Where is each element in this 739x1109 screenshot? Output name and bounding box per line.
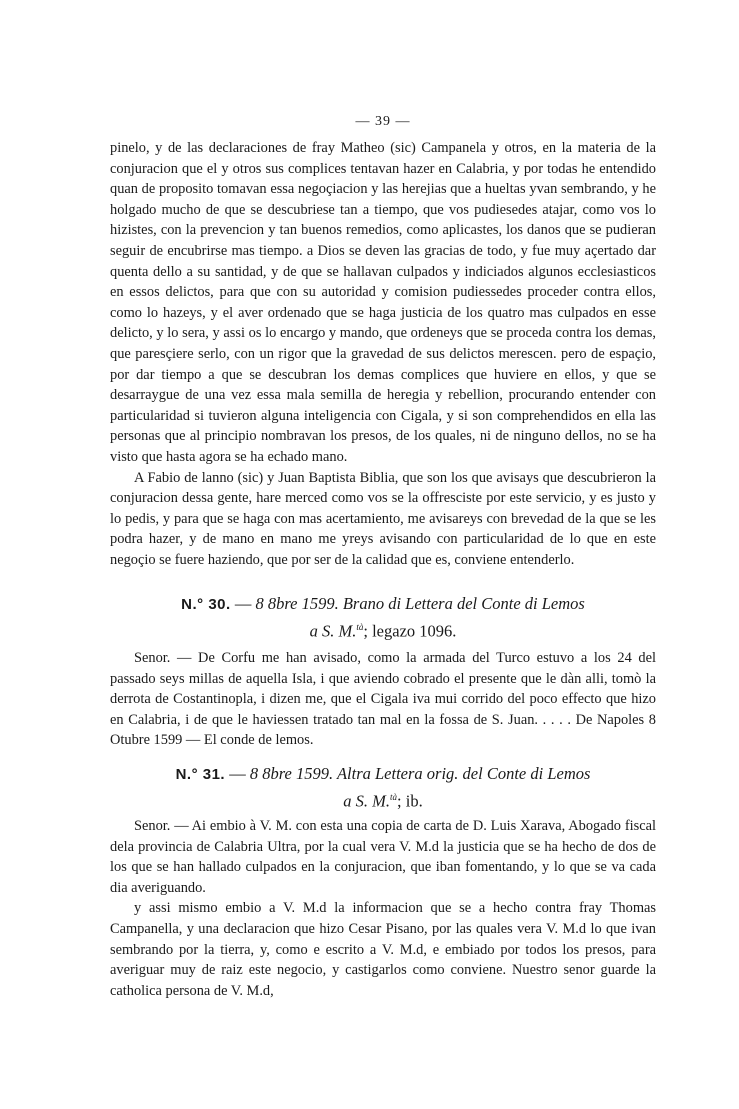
page-number: — 39 — (355, 114, 411, 129)
document-heading-31 (110, 763, 656, 813)
heading-recipient: a S. M. (309, 621, 357, 641)
document-heading-30 (110, 593, 656, 643)
paragraph: pinelo, y de las declaraciones de fray Matheo (sic) Campanela y otros, en la materia de la conjuracion que el y otros sus complices tentavan hazer en Calabria, y por todas he entendido quan de proposito tomavan essa negoçiacion y las herejias que a hueltas yvan sembrando, y he holgado mucho de que se descubriese tan a tiempo, que vos pudiesedes atajar, como vos lo hizistes, con la prevencion y tan buenos remedios, como aplicastes, los danos que se pudieran seguir de encubrirse mas tiempo. a Dios se deven las gracias de todo, y fue muy açertado dar quenta dello a su santidad, y de que se hallavan culpados y indiciados algunos ecclesiasticos en essos delictos, para que con su autoridad y comision pudiessedes proceder contra ellos, como lo hazeys, y el aver ordenado que se haga justicia de los quatro mas culpados en esse delicto, y lo sera, y assi os lo encargo y mando, que ordeneys que se proceda contra los demas, que paresçiere serlo, con un rigor que la gravedad de sus delictos merescen. pero de espaçio, por dar tiempo a que se descubran los demas complices que huviere en ellos, y que se desarraygue de una vez essa mala semilla de heregia y rebellion, procurando entender con particularidad si tuvieron alguna inteligencia con Cigala, y si son comprehendidos en ella las personas que al principio nombravan los presos, de los quales, ni de ninguno dellos, no se ha visto que hasta agora se ha echado mano. (110, 140, 656, 465)
heading-dash: — (230, 594, 256, 613)
heading-recipient: a S. M. (343, 791, 391, 811)
document-date: 8 8bre 1599. (255, 594, 339, 613)
heading-line-2 (110, 786, 656, 813)
document-date: 8 8bre 1599. (249, 764, 334, 783)
letter-body-continued (110, 138, 656, 570)
document-title: Brano di Lettera del Conte di Lemos (338, 594, 585, 613)
heading-source: ; ib. (397, 791, 423, 811)
letter-body-30 (110, 648, 656, 751)
heading-line-1 (110, 593, 656, 616)
document-title: Altra Lettera orig. del Conte di Lemos (333, 764, 591, 783)
document-number: N.° 31. (175, 766, 226, 783)
paragraph: A Fabio de lanno (sic) y Juan Baptista Biblia, que son los que avisays que descubrieron la conjuracion dessa gente, hare merced como vos se la offresciste por este servicio, y es justo y lo pedis, y para que se haga con mas acertamiento, me avisareys con brevedad de la que se les podra hazer, y de mano en mano me yreys avisando con particularidad de lo que en este negoçio se fuere haziendo, que por ser de la calidad que es, conviene entenderlo. (110, 469, 656, 568)
heading-source: ; legazo 1096. (363, 621, 457, 641)
paragraph: y assi mismo embio a V. M.d la informacion que se a hecho contra fray Thomas Campanella, y una declaracion que hizo Cesar Pisano, por las quales vera V. M.d lo que ivan sembrando por la tierra, y, como e escrito a V. M.d, e embiado por todos los presos, para averiguar muy de raiz este negocio, y castigarlos como conviene. Nuestro senor guarde la catholica persona de V. M.d, (110, 900, 656, 999)
heading-dash: — (225, 764, 250, 783)
document-number: N.° 30. (181, 596, 231, 613)
heading-line-1 (110, 763, 656, 786)
heading-superscript: tà (390, 792, 398, 802)
paragraph: Senor. — Ai embio à V. M. con esta una copia de carta de D. Luis Xarava, Abogado fiscal dela provincia de Calabria Ultra, por la cual vera V. M.d la justicia que se ha hecho de dos de los que se han hallado culpados en la conjuracion, que iban fomentando, y lo que se va cada dia averiguando. (110, 818, 656, 896)
heading-line-2 (110, 616, 656, 643)
heading-superscript: tà (356, 622, 364, 632)
letter-body-31 (110, 816, 656, 1001)
paragraph: Senor. — De Corfu me han avisado, como la armada del Turco estuvo a los 24 del passado seys millas de aquella Isla, i que aviendo cobrado el presente que le dàn alli, tomò la derrota de Costantinopla, i dizen me, que el Cigala iva mui corrido del poco effecto que hizo en Calabria, i de que le haviessen tratado tan mal en la fossa de S. Juan. . . . . De Napoles 8 Otubre 1599 — El conde de lemos. (110, 650, 656, 749)
